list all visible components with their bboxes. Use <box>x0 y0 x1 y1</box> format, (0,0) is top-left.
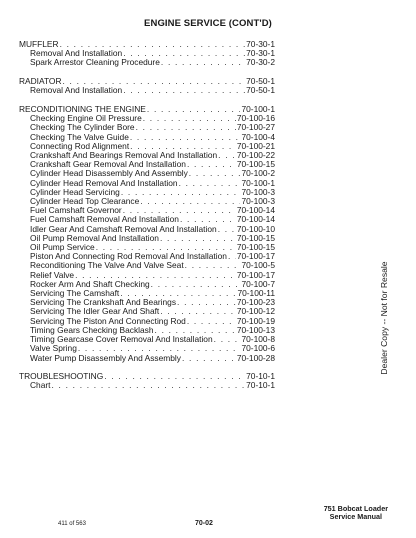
dot-leader <box>161 58 245 67</box>
toc-entry-page: 70-100-28 <box>236 353 275 363</box>
toc-entry-label: Checking Engine Oil Pressure <box>30 114 142 124</box>
toc-entry-page: 70-10-1 <box>246 381 275 391</box>
toc-entry-label: Rocker Arm And Shaft Checking <box>30 279 150 289</box>
toc-entry-label: Fuel Camshaft Governor <box>30 206 122 216</box>
toc-entry-page: 70-100-13 <box>236 325 275 335</box>
dot-leader <box>147 105 241 114</box>
footer-page-number: 70-02 <box>195 520 213 527</box>
toc-entry-label: Relief Valve <box>30 270 75 280</box>
toc-entry-label: Crankshaft Gear Removal And Installation <box>30 160 186 170</box>
toc-entry-page: 70-100-14 <box>236 206 275 216</box>
toc-entry-label: Chart <box>30 381 51 391</box>
toc-entry[interactable] <box>19 381 275 390</box>
toc-entry[interactable] <box>19 225 275 234</box>
toc-entry-page: 70-50-1 <box>246 86 275 96</box>
toc-entry[interactable] <box>19 114 275 123</box>
toc-entry[interactable] <box>19 280 275 289</box>
footer-product: 751 Bobcat Loader <box>323 504 388 513</box>
toc-entry-page: 70-100-6 <box>241 344 275 354</box>
dot-leader <box>160 307 236 316</box>
toc-entry[interactable] <box>19 86 275 95</box>
dot-leader <box>180 215 236 224</box>
toc-entry-label: Oil Pump Removal And Installation <box>30 233 159 243</box>
toc-entry-page: 70-100-1 <box>241 178 275 188</box>
dot-leader <box>187 317 236 326</box>
toc-entry[interactable] <box>19 142 275 151</box>
toc-entry[interactable] <box>19 344 275 353</box>
toc-entry-label: Idler Gear And Camshaft Removal And Installation <box>30 224 217 234</box>
dot-leader <box>189 169 241 178</box>
toc-entry-label: Spark Arrestor Cleaning Procedure <box>30 58 160 68</box>
toc-entry-label: RECONDITIONING THE ENGINE <box>19 105 146 115</box>
toc-entry-label: Cylinder Head Disassembly And Assembly <box>30 169 188 179</box>
dot-leader <box>123 86 245 95</box>
toc-entry-label: Reconditioning The Valve And Valve Seat <box>30 261 184 271</box>
toc-entry-label: Cylinder Head Removal And Installation <box>30 178 178 188</box>
toc-entry-label: Cylinder Head Servicing <box>30 187 120 197</box>
toc-entry[interactable] <box>19 271 275 280</box>
toc-entry-label: Servicing The Crankshaft And Bearings <box>30 298 177 308</box>
toc-entry[interactable] <box>19 243 275 252</box>
toc-entry[interactable] <box>19 252 275 261</box>
toc-entry[interactable] <box>19 123 275 132</box>
dot-leader <box>155 326 236 335</box>
toc-entry-page: 70-100-2 <box>241 169 275 179</box>
dot-leader <box>228 252 236 261</box>
toc-entry-page: 70-100-1 <box>241 105 275 115</box>
dot-leader <box>104 372 245 381</box>
toc-entry-page: 70-100-5 <box>241 261 275 271</box>
toc-entry-page: 70-100-7 <box>241 279 275 289</box>
toc-entry-label: Piston And Connecting Rod Removal And Installation <box>30 252 227 262</box>
dot-leader <box>78 344 241 353</box>
toc-entry[interactable] <box>19 298 275 307</box>
toc-entry-label: Timing Gears Checking Backlash <box>30 325 154 335</box>
toc-entry[interactable] <box>19 49 275 58</box>
dot-leader <box>96 243 236 252</box>
toc-entry-label: Removal And Installation <box>30 49 123 59</box>
dot-leader <box>177 298 236 307</box>
footer-manual: Service Manual <box>329 512 383 522</box>
toc-entry-label: Water Pump Disassembly And Assembly <box>30 353 181 363</box>
toc-entry-page: 70-100-10 <box>236 224 275 234</box>
toc-entry-label: Checking The Valve Guide <box>30 132 129 142</box>
toc-entry-label: RADIATOR <box>19 77 62 87</box>
toc-section <box>19 77 275 95</box>
toc-entry[interactable] <box>19 58 275 67</box>
toc-entry-page: 70-100-4 <box>241 132 275 142</box>
toc-entry[interactable] <box>19 188 275 197</box>
toc-section-heading[interactable] <box>19 372 275 381</box>
toc-entry[interactable] <box>19 133 275 142</box>
toc-entry[interactable] <box>19 215 275 224</box>
toc-entry[interactable] <box>19 206 275 215</box>
dot-leader <box>179 179 241 188</box>
toc-entry-page: 70-30-1 <box>246 49 275 59</box>
toc-entry-label: Servicing The Camshaft <box>30 289 120 299</box>
toc-entry-page: 70-10-1 <box>246 372 275 382</box>
dot-leader <box>182 354 236 363</box>
toc-entry[interactable] <box>19 197 275 206</box>
toc-section-heading[interactable] <box>19 105 275 114</box>
toc-entry-label: TROUBLESHOOTING <box>19 372 104 382</box>
page-title: ENGINE SERVICE (CONT'D) <box>144 18 272 29</box>
toc-entry-label: Timing Gearcase Cover Removal And Installation <box>30 335 213 345</box>
toc-entry-page: 70-100-3 <box>241 197 275 207</box>
toc-entry[interactable] <box>19 160 275 169</box>
toc-entry-label: Servicing The Idler Gear And Shaft <box>30 307 160 317</box>
toc-section <box>19 40 275 68</box>
toc-section-heading[interactable] <box>19 40 275 49</box>
toc-entry[interactable] <box>19 326 275 335</box>
toc-entry-page: 70-100-15 <box>236 233 275 243</box>
toc-entry-label: MUFFLER <box>19 40 59 49</box>
toc-entry-page: 70-100-22 <box>236 151 275 161</box>
dot-leader <box>136 123 236 132</box>
toc-entry-label: Connecting Rod Alignment <box>30 141 130 151</box>
toc-entry-label: Cylinder Head Top Clearance <box>30 197 140 207</box>
toc-section-heading[interactable] <box>19 77 275 86</box>
dot-leader <box>143 114 236 123</box>
toc-entry-page: 70-100-15 <box>236 160 275 170</box>
toc-entry-label: Checking The Cylinder Bore <box>30 123 135 133</box>
toc-entry[interactable] <box>19 317 275 326</box>
toc-entry-page: 70-100-23 <box>236 298 275 308</box>
toc-entry[interactable] <box>19 354 275 363</box>
toc-entry-label: Valve Spring <box>30 344 77 354</box>
toc-entry[interactable] <box>19 307 275 316</box>
dot-leader <box>140 197 240 206</box>
dot-leader <box>63 77 246 86</box>
dot-leader <box>160 234 236 243</box>
dot-leader <box>130 142 236 151</box>
dealer-copy-watermark: Dealer Copy -- Not for Resale <box>379 261 389 375</box>
toc-section <box>19 105 275 363</box>
toc-entry[interactable] <box>19 335 275 344</box>
toc-entry-page: 70-100-17 <box>236 270 275 280</box>
dot-leader <box>151 280 241 289</box>
toc-entry-page: 70-30-1 <box>246 40 275 49</box>
toc-entry-label: Crankshaft And Bearings Removal And Installation <box>30 151 218 161</box>
toc-entry-page: 70-100-17 <box>236 252 275 262</box>
dot-leader <box>60 40 246 49</box>
footer-manual-info <box>324 505 388 522</box>
toc-entry-page: 70-100-3 <box>241 187 275 197</box>
toc-entry-page: 70-100-8 <box>241 335 275 345</box>
toc-entry-page: 70-100-16 <box>236 114 275 124</box>
toc-entry-page: 70-100-27 <box>236 123 275 133</box>
toc-section <box>19 372 275 390</box>
toc-entry-label: Servicing The Piston And Connecting Rod <box>30 316 186 326</box>
dot-leader <box>130 133 241 142</box>
toc-entry-label: Oil Pump Service <box>30 243 95 253</box>
toc-entry-page: 70-100-11 <box>237 289 275 299</box>
dot-leader <box>123 49 245 58</box>
toc-entry[interactable] <box>19 169 275 178</box>
dot-leader <box>51 381 245 390</box>
toc-entry-label: Fuel Camshaft Removal And Installation <box>30 215 179 225</box>
toc-entry-page: 70-100-12 <box>236 307 275 317</box>
toc-entry[interactable] <box>19 261 275 270</box>
toc-entry-page: 70-50-1 <box>246 77 275 87</box>
dot-leader <box>218 151 236 160</box>
footer-page-count: 411 of 563 <box>58 521 86 527</box>
dot-leader <box>187 160 236 169</box>
toc-entry-label: Removal And Installation <box>30 86 123 96</box>
dot-leader <box>120 289 236 298</box>
dot-leader <box>214 335 241 344</box>
toc-entry-page: 70-100-14 <box>236 215 275 225</box>
toc-entry[interactable] <box>19 151 275 160</box>
toc-entry-page: 70-100-19 <box>236 316 275 326</box>
toc-entry-page: 70-30-2 <box>246 58 275 68</box>
toc-entry[interactable] <box>19 234 275 243</box>
dot-leader <box>75 271 236 280</box>
toc-entry-page: 70-100-21 <box>236 141 275 151</box>
toc-entry-page: 70-100-15 <box>236 243 275 253</box>
toc-entry[interactable] <box>19 179 275 188</box>
toc-entry[interactable] <box>19 289 275 298</box>
table-of-contents <box>19 40 275 400</box>
dot-leader <box>218 225 236 234</box>
dot-leader <box>123 206 236 215</box>
dot-leader <box>185 261 241 270</box>
dot-leader <box>121 188 241 197</box>
